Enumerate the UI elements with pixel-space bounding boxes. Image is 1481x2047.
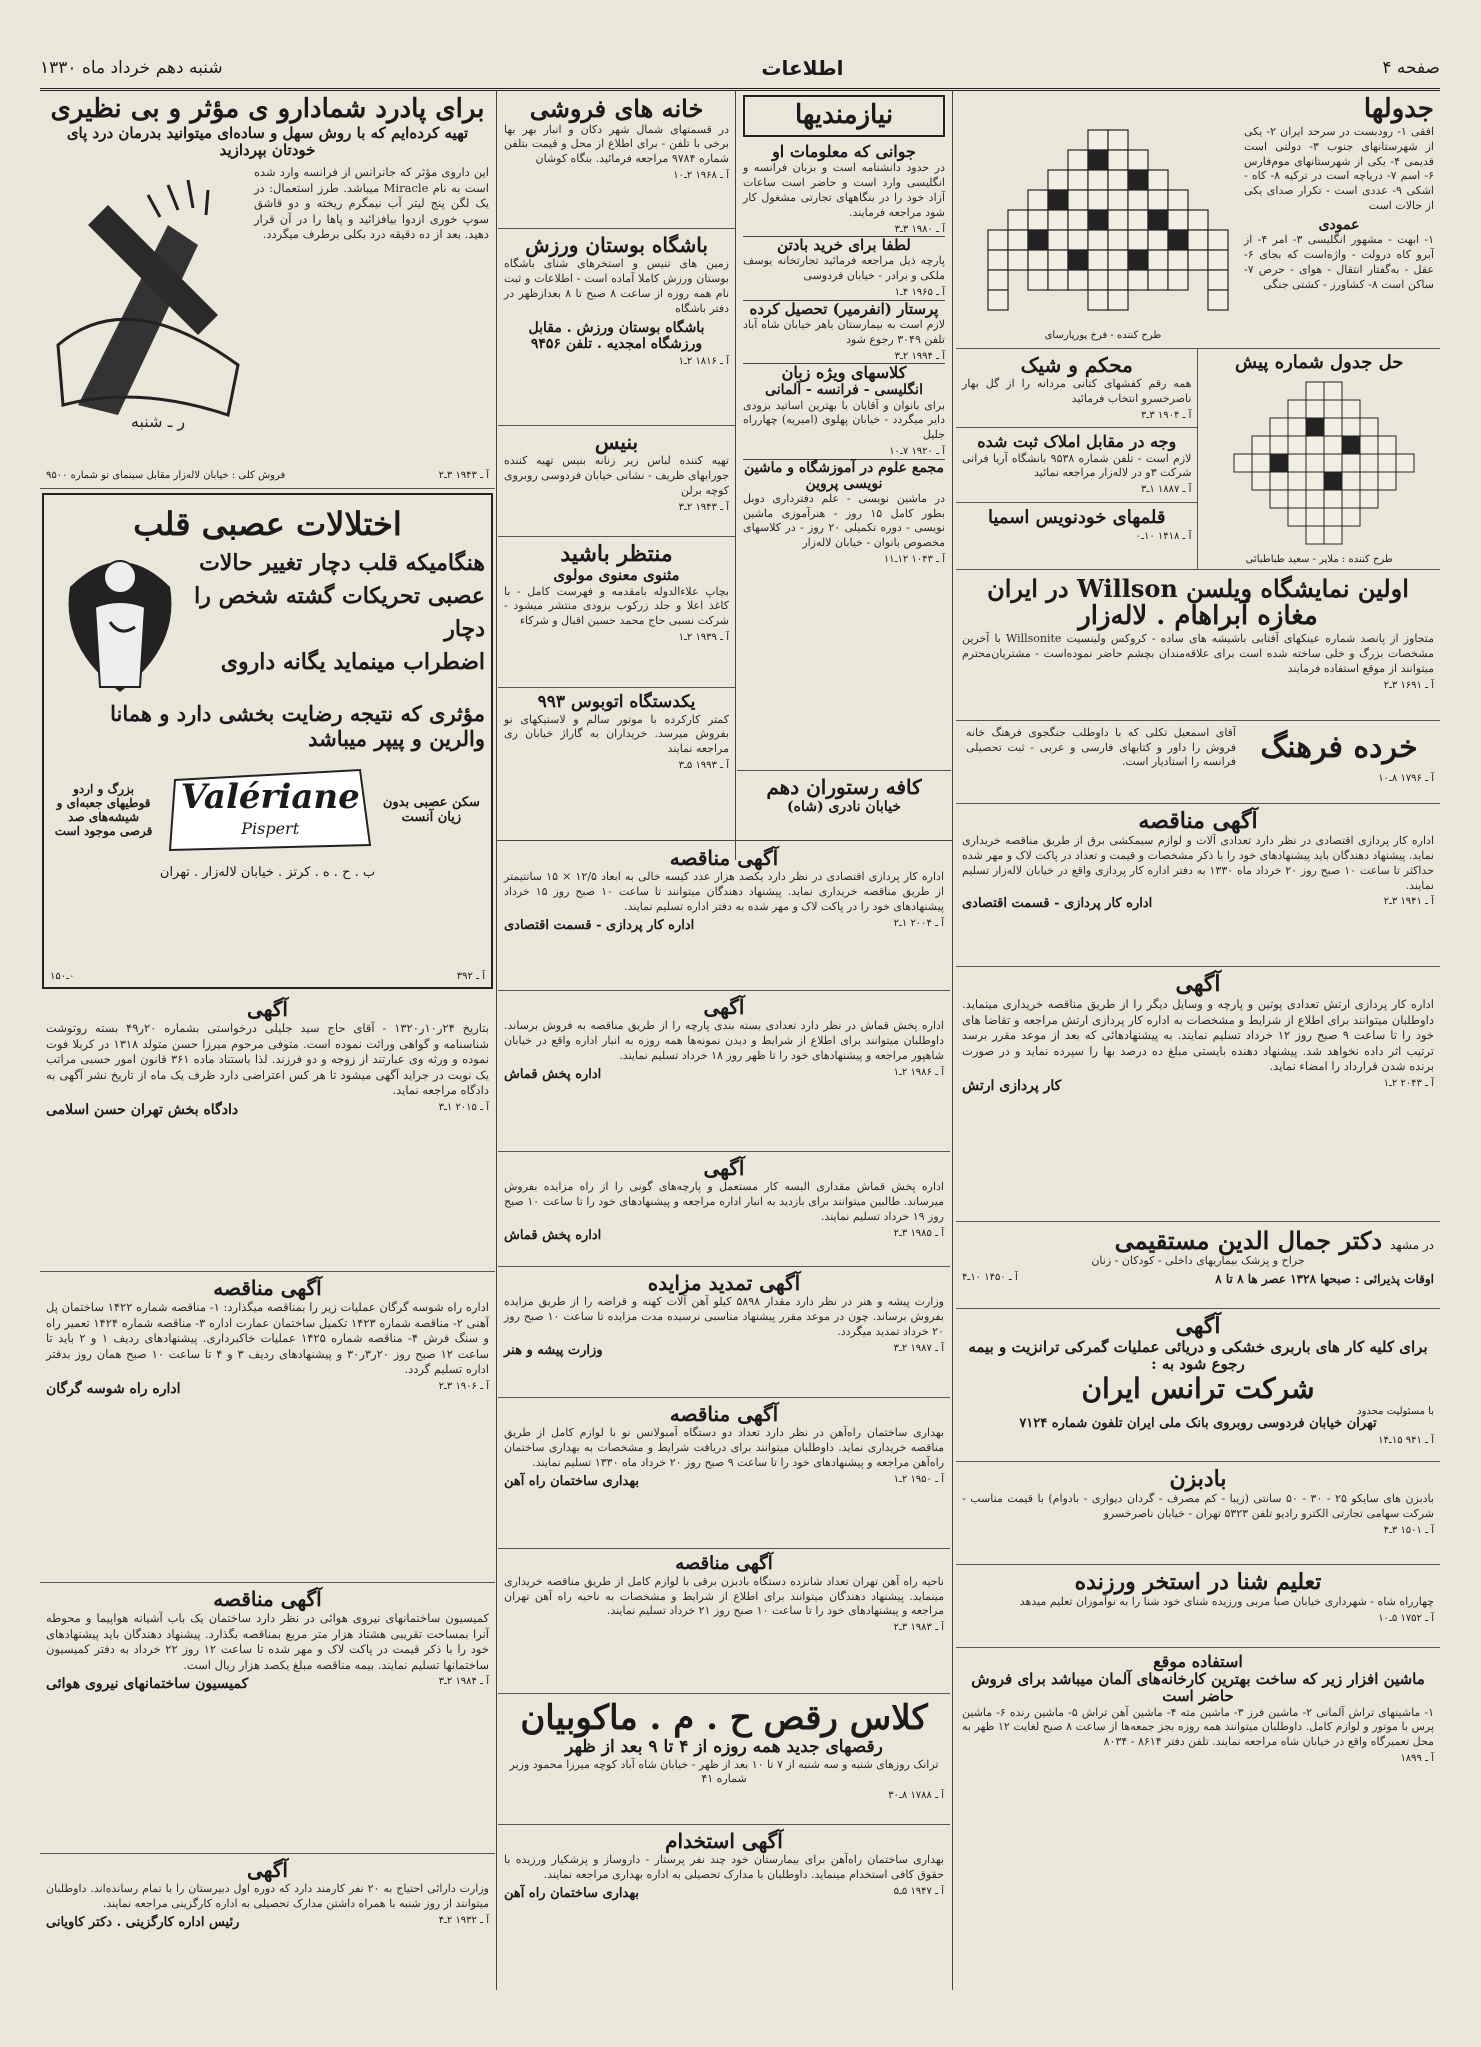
machine-body: ۱- ماشینهای تراش آلمانی ۲- ماشین فرز ۳- ماشین مته ۴- ماشین آهن تراش ۵- ماشین رنده ۶- ماشین پرس با موتور و لوازم کامل. داوطلبان میتوانند همه روزه بجز جمعه‌ها از ساعت ۸ صبح لغایت ۱۲ ظهر به محل تعمیرگاه واقع در خیابان شاه مراجعه نمایند. تلفن دفتر ۸۶۱۴ - ۸۰۳۴	[962, 1705, 1435, 1749]
pain-sub: تهیه کرده‌ایم که با روش سهل و ساده‌ای میتوانید بدرمان درد پای خودتان بپردازید	[66, 123, 469, 160]
estekhdam-sign: بهداری ساختمان راه آهن	[504, 1885, 639, 1901]
class-body: برای بانوان و آقایان با بهترین اساتید بزودی دایر میگردد - خیابان پهلوی (امیریه) چهارراه جلیل	[743, 398, 945, 442]
crossword-vertical-title: عمودی	[1318, 216, 1360, 233]
val-line-3: اضطراب مینماید یگانه داروی	[220, 648, 485, 675]
gorgan-code: آ ـ ۱۹۰۶ ۳ـ۲	[438, 1380, 489, 1392]
hasan-body: بتاریخ ۲۴ر۱۰ر۱۳۲۰ - آقای حاج سید جلیلی درخواستی بشماره ۲۰ر۴۹ بسته روتوشت شناسنامه و گواهی وراثت نموده است. متوفی مرحوم میرزا حسن متولد ۱۳۱۸ در کربلا فوت نموده و ورثه وی عبارتند از زوجه و دو فرزند. لذا باستناد ماده ۳۶۱ قانون امور حسبی مراتب یک نوبت در جراید آگهی میشود تا هر کس اعتراضی دارد ظرف یک ماه از تاریخ نشر آگهی به دادگاه مراجعه نماید.	[46, 1021, 490, 1098]
transit-sub: با مسئولیت محدود	[1357, 1405, 1434, 1417]
havaii-title: آگهی مناقصه	[213, 1587, 322, 1611]
swim-ad	[956, 1565, 1440, 1648]
transit-address: تهران خیابان فردوسی روبروی بانک ملی ایران تلفون شماره ۷۱۲۴	[1019, 1415, 1377, 1431]
estekhdam-title: آگهی استخدام	[665, 1829, 783, 1853]
foot-bath-illustration-icon	[48, 165, 248, 435]
molavi-sub: مثنوی معنوی مولوی	[553, 566, 680, 585]
pain-drawing-label: ر ـ شنبه	[130, 412, 186, 432]
qomash1-title: آگهی	[703, 995, 745, 1019]
bostan-body: زمین های تنیس و استخرهای شنای باشگاه بوستان ورزش کاملا آماده است - اطلاعات و ثبت نام همه روزه از ساعت ۸ صبح تا ۸ بعدازظهر در دفتر باشگاه	[504, 257, 730, 315]
badbezan-ad	[956, 1462, 1440, 1565]
right-column	[956, 90, 1440, 1990]
mon2-title: آگهی مناقصه	[669, 846, 779, 870]
bostan-address: باشگاه بوستان ورزش . مقابل ورزشگاه امجدیه . تلفن ۹۴۵۶	[528, 320, 705, 353]
gorgan-title: آگهی مناقصه	[213, 1276, 322, 1300]
issue-date: شنبه دهم خرداد ماه ۱۳۳۰	[40, 58, 223, 78]
transit-body: برای کلیه کار های باربری خشکی و دریائی عملیات گمرکی ترانزیت و بیمه رجوع شود به :	[968, 1337, 1428, 1374]
masthead	[40, 48, 1440, 91]
crossword-clues-horizontal: افقی ۱- رودبست در سرحد ایران ۲- یکی از شهرستانهای جنوب ۳- دولتی است قدیمی ۴- یکی از شهرستانهای موم‌فارس ۶- اسم ۷- دریاچه است در ترکیه ۸- کاه - اشکی ۹- عددی است - تکرار صدای یکی از حالات است	[1244, 124, 1435, 213]
kar-title: آگهی	[247, 1858, 288, 1882]
dance-ad	[498, 1694, 950, 1825]
ad-willson-body: متجاوز از پانصد شماره عینکهای آفتابی باشیشه های ساده - کروکس ولینسیت Willsonite با آخرین مشخصات بزرگ و خلی ساخته شده است برای علاقه‌مندان بچشم حاضر نموده‌است - مشتریان‌محترم میتوانند از موقع استفاده فرمایند	[962, 632, 1434, 675]
ad-mohkam-body: همه رقم کفشهای کتانی مردانه را از گل بهار ناصرخسرو انتخاب فرمائید	[962, 377, 1192, 405]
pain-code: آ ـ ۱۹۴۳ ۳ـ۲	[438, 469, 489, 481]
kar-code: آ ـ ۱۹۳۲ ۲ـ۴	[438, 1914, 489, 1926]
barq-body: ناحیه راه آهن تهران تعداد شانزده دستگاه بادبزن برقی با لوازم کامل از طریق مناقصه خریداری مینماید. پیشنهاد دهندگان میتوانند برای اطلاع از شرایط و مشخصات به ناحیه راه آهن تهران مراجعه و پیشنهادهای خود را تا ساعت ۱۰ صبح روز ۲۱ خرداد تسلیم نمایند.	[504, 1574, 944, 1618]
niazmand-title: نیازمندیها	[743, 95, 945, 137]
class-sub: انگلیسی - فرانسه - آلمانی	[765, 382, 923, 399]
majma-title: مجمع علوم در آموزشگاه و ماشین نویسی پروین	[744, 459, 944, 492]
niazmandiha-section	[737, 90, 951, 770]
solution-title: حل جدول شماره پیش	[1235, 352, 1404, 373]
ad-mohkam-code: آ ـ ۱۹۰۴ ۳ـ۳	[1141, 409, 1192, 421]
crossword-section	[956, 90, 1440, 349]
mon2-body: اداره کار پردازی اقتصادی در نظر دارد یکصد هزار عدد کیسه خالی به ابعاد ۱۲/۵ × ۱۵ سانتیمتر از طریق مناقصه خریداری نماید. پیشنهاد دهندگان میتوانند تا ساعت ۱۰ صبح روز ۱۵ خرداد پیشنهادهای خود را در پاکت لاک و مهر شده به دفتر اداره تسلیم نمایند.	[504, 870, 945, 913]
woman-heart-illustration-icon	[50, 547, 190, 697]
qomash1-body: اداره پخش قماش در نظر دارد تعدادی بسته بندی پارچه را از طریق مناقصه به فروش برساند. داوطلبان میتوانند برای اطلاع از شرایط و دیدن نمونه‌ها همه روزه به انبار اداره واقع در خیابان شاهپور مراجعه و پیشنهادهای خود را تا ظهر روز ۱۸ خرداد تسلیم نمایند.	[504, 1019, 944, 1062]
crossword-grid	[968, 125, 1238, 341]
qomash1-ad	[498, 991, 950, 1152]
small-ads-stack	[956, 349, 1197, 569]
left-column	[40, 90, 495, 1990]
solution-credit: طرح کننده : ملاپر - سعید طباطبائی	[1245, 553, 1393, 565]
niaz1-body: در حدود دانشنامه است و بزبان فرانسه و انگلیسی وارد است و حاضر است ساعات آزاد خود را در بنگاههای تجارتی مشغول کار شود مراجعه فرمایند.	[743, 161, 945, 219]
class-title: کلاسهای ویژه زبان	[781, 363, 907, 383]
bus-body: کمتر کارکرده با موتور سالم و لاستیکهای نو بفروش میرسد. خریداران به گاراژ خیابان ری مراجعه نمایند	[504, 712, 729, 756]
havaii-footer: کمیسیون ساختمانهای نیروی هوائی	[46, 1676, 249, 1693]
bostan-title: باشگاه بوستان ورزش	[525, 233, 708, 257]
qomash2-title: آگهی	[703, 1156, 745, 1180]
crossword-credit: طرح کننده - فرخ پورپارسای	[1044, 329, 1162, 341]
kar-ad	[40, 1854, 495, 1936]
ad-cash-code: آ ـ ۱۸۸۷ ۱ـ۳	[1141, 484, 1192, 496]
dance-sub: رقصهای جدید همه روزه از ۴ تا ۹ بعد از ظهر	[565, 1737, 883, 1758]
ad-cash-title: وجه در مقابل املاک ثبت شده	[977, 432, 1177, 452]
pain-ad	[40, 90, 495, 489]
qomash2-code: آ ـ ۱۹۸۵ ۳ـ۲	[893, 1227, 944, 1239]
bostan-code: آ ـ ۱۸۱۶ ۲ـ۱	[678, 355, 729, 367]
rah-code: آ ـ ۱۹۵۰ ۲ـ۱	[893, 1473, 944, 1485]
qomash2-sign: اداره پخش قماش	[504, 1227, 602, 1243]
gorgan-footer: اداره راه شوسه گرگان	[46, 1380, 181, 1397]
tamdid-code: آ ـ ۱۹۸۷ ۲ـ۳	[893, 1342, 944, 1354]
machine-ad	[956, 1648, 1440, 1771]
badbezan-code: آ ـ ۱۵۰۱ ۳ـ۴	[1383, 1524, 1434, 1536]
machine-sub: ماشین افزار زیر که ساخت بهترین کارخانه‌های آلمان میباشد برای فروش حاضر است	[971, 1670, 1425, 1706]
badbezan-body: بادبزن های سایکو ۲۵ - ۳۰ - ۵۰ سانتی (زیبا - کم مصرف - گردان دیواری - بادوام) با قیمت مناسب - شرکت سهامی تجارتی الکترو رادیو تلفن ۵۳۲۳ تهران - خیابان ناصرخسرو	[962, 1491, 1434, 1520]
tamdid-ad	[498, 1267, 950, 1398]
niaz3-body: لازم است به بیمارستان باهر خیابان شاه آباد تلفن ۳۰۴۹ رجوع شود	[743, 317, 945, 346]
estekhdam-ad	[498, 1825, 950, 1907]
estekhdam-code: آ ـ ۱۹۴۷ ۵ـ۵	[893, 1885, 944, 1897]
val-figure	[50, 547, 190, 697]
ad-pen	[956, 503, 1197, 549]
barq-title: آگهی مناقصه	[675, 1553, 773, 1574]
bus-ad	[498, 688, 735, 778]
ad-cash	[956, 428, 1197, 503]
ad-mohkam-title: محکم و شیک	[1020, 353, 1133, 377]
niaz2-code: آ ـ ۱۹۶۵ ۴ـ۱	[894, 287, 945, 299]
val-title: اختلالات عصبی قلب	[133, 505, 402, 543]
mon2-ad	[498, 842, 950, 991]
niaz3-code: آ ـ ۱۹۹۴ ۲ـ۳	[894, 350, 945, 362]
beness-title: بنیس	[594, 430, 639, 454]
center-right-column	[737, 90, 951, 860]
ad-willson-code: آ ـ ۱۶۹۱ ۳ـ۲	[1383, 679, 1434, 691]
ad-willson-title: اولین نمایشگاه ویلسن Willson در ایران	[987, 573, 1409, 603]
gorgan-ad	[40, 1272, 495, 1583]
dance-body: ترانک روزهای شنبه و سه شنبه از ۷ تا ۱۰ بعد از ظهر - خیابان شاه آباد کوچه میرزا محمود وزیر شماره ۴۱	[509, 1757, 939, 1786]
beness-code: آ ـ ۱۹۴۳ ۲ـ۳	[678, 501, 729, 513]
majma-body: در ماشین نویسی - علم دفترداری دوبل بطور کامل ۱۵ روز - هنرآموزی ماشین نویسی - دوره تکمیلی ۲۰ روز - در کلاسهای مخصوص بانوان - خیابان لاله‌زار	[743, 491, 945, 550]
ad-willson	[956, 570, 1440, 721]
monaqese-1-title: آگهی مناقصه	[1138, 807, 1258, 834]
khorde-body: آقای اسمعیل تکلی که با داوطلب جنگجوی فرهنگ خانه فروش را داور و کتابهای فارسی و عربی - ثبت تحصیلی فرانسه را استادیار است.	[966, 725, 1236, 769]
barq-code: آ ـ ۱۹۸۳ ۳ـ۲	[893, 1622, 944, 1634]
machine-code: آ ـ ۱۸۹۹	[1400, 1753, 1434, 1765]
val-brand: Valériane	[180, 776, 360, 817]
cafe-title: کافه رستوران دهم	[766, 775, 922, 799]
page-number: صفحه ۴	[1382, 58, 1440, 78]
doctor-code: آ ـ ۱۴۵۰ ۱۰ـ۴	[962, 1272, 1018, 1284]
crossword-grid-icon	[978, 125, 1238, 330]
agahi-artesh-title: آگهی	[1175, 970, 1221, 997]
doctor-city: در مشهد	[1390, 1237, 1434, 1252]
tamdid-title: آگهی تمدید مزایده	[647, 1271, 801, 1295]
beness-body: تهیه کننده لباس زیر زنانه بنیس تهیه کننده جورابهای ظریف - نشانی خیابان فردوسی روبروی کوچه برلن	[504, 454, 729, 497]
khorde-farhang	[956, 721, 1440, 804]
agahi-artesh-sign: کار پردازی ارتش	[962, 1077, 1062, 1094]
cafe-ad	[737, 770, 951, 820]
swim-code: آ ـ ۱۷۵۲ ۵ـ۱۰	[1378, 1612, 1434, 1624]
mon2-sign: اداره کار پردازی - قسمت اقتصادی	[504, 917, 695, 933]
agahi-artesh	[956, 967, 1440, 1222]
doctor-title: دکتر جمال الدین مستقیمی	[1114, 1225, 1383, 1255]
qomash2-ad	[498, 1152, 950, 1267]
estekhdam-body: بهداری ساختمان راه‌آهن برای بیمارستان خود چند نفر پرستار - داروساز و پزشکیار ورزیده با حقوق کافی استخدام مینماید. داوطلبان با مدارک تحصیلی به اداره بهداری مراجعه نمایند.	[504, 1853, 944, 1881]
rah-title: آگهی مناقصه	[669, 1402, 779, 1426]
wide-center-column	[498, 842, 950, 1990]
rah-ad	[498, 1398, 950, 1549]
swim-body: چهارراه شاه - شهرداری خیابان صبا مربی ورزیده شنای خود شنا را به نوآموزان تعلیم میدهد	[1019, 1594, 1434, 1608]
crossword-title: جدولها	[1363, 94, 1434, 124]
val-brand-box	[165, 765, 370, 855]
solution-grid-icon	[1216, 374, 1436, 554]
hasan-title: آگهی	[247, 997, 288, 1021]
transit-company: شرکت ترانس ایران	[1081, 1372, 1315, 1406]
niaz2-title: لطفا برای خرید بادتن	[777, 236, 911, 255]
val-line-1: هنگامیکه قلب دچار تغییر حالات	[199, 549, 485, 576]
doctor-hours: اوقات پذیرائی : صبحها ۱۳۲۸ عصر ها ۸ تا ۸	[1215, 1272, 1434, 1287]
khorde-title: خرده فرهنگ	[1260, 729, 1418, 765]
valeriane-ad	[42, 493, 493, 989]
niaz3-title: پرستار (انفرمیر) تحصیل کرده	[749, 299, 939, 318]
ad-pen-title: قلمهای خودنویس اسمیا	[987, 506, 1166, 528]
ad-willson-sub: مغازه آبراهام . لاله‌زار	[1078, 601, 1318, 632]
class-code: آ ـ ۱۹۲۰ ۷ـ۱۰	[889, 446, 945, 458]
kar-footer: رئیس اداره کارگزینی . دکتر کاویانی	[46, 1914, 240, 1930]
bostan-ad	[498, 229, 735, 426]
qomash1-sign: اداره پخش قماش	[504, 1066, 602, 1082]
tamdid-body: وزارت پیشه و هنر در نظر دارد مقدار ۵۸۹۸ کیلو آهن آلات کهنه و قراضه را از طریق مزایده بفروش برساند. چون در موعد مقرر پیشنهاد مناسبی نرسیده مدت مزایده تا ساعت ۱۰ صبح روز ۲۰ خرداد تمدید میگردد.	[504, 1295, 944, 1338]
val-code: آ ـ ۳۹۲	[456, 970, 485, 982]
pain-body: این داروی مؤثر که جانرانس از فرانسه وارد شده است به نام Miracle میباشد. طرز استعمال: در یک لگن پنج لیتر آب نیمگرم ریخته و دو قاشق سوپ خوری ازدوا بیافزائید و پاها را در آن قرار دهید. بعد از ده دقیقه درد بکلی برطرف میگردد.	[254, 165, 489, 242]
cafe-sub: خیابان نادری (شاه)	[786, 799, 902, 815]
qomash1-code: آ ـ ۱۹۸۶ ۲ـ۱	[893, 1066, 944, 1078]
khorde-code: آ ـ ۱۷۹۶ ۸ـ۱۰	[1378, 773, 1434, 785]
val-agent: ب . ح . ه . کرتز . خیابان لاله‌زار . تهران	[159, 864, 376, 880]
pain-footer: فروش کلی : خیابان لاله‌زار مقابل سینمای نو شماره ۹۵۰۰	[46, 469, 286, 481]
val-line-2: عصبی تحریکات گشته شخص را دچار	[194, 582, 485, 642]
monaqese-1	[956, 804, 1440, 967]
kar-body: وزارت دارائی احتیاج به ۲۰ نفر کارمند دارد که دوره اول دبیرستان را با تمام رسانده‌اند. داوطلبان میتوانند از روز شنبه با همراه داشتن مدارک تحصیلی به اداره کارگزینی مراجعه نمایند.	[46, 1882, 489, 1910]
bus-code: آ ـ ۱۹۹۳ ۵ـ۳	[678, 760, 729, 772]
dance-title: کلاس رقص ح . م . ماکوبیان	[520, 1698, 928, 1738]
transit-code: آ ـ ۹۴۱ ۱۵ـ۱۴	[1378, 1434, 1434, 1446]
pain-drawing	[48, 165, 248, 435]
house-ad	[498, 90, 735, 229]
mon2-code: آ ـ ۲۰۰۴ ۱ـ۲	[893, 917, 944, 929]
val-side-right: سکن عصبی بدون زیان آنست	[382, 794, 480, 825]
monaqese-1-sign: اداره کار پردازی - قسمت اقتصادی	[962, 896, 1153, 912]
hasan-ad	[40, 993, 495, 1272]
monaqese-1-body: اداره کار پردازی اقتصادی در نظر دارد تعدادی آلات و لوازم سیمکشی برق از طریق مناقصه خریداری نماید. پیشنهاد دهندگان باید پیشنهادهای خود را با ذکر مشخصات و قیمت و تعداد در پاکت لاک و مهر شده حداکثر تا ساعت ۱۰ صبح روز ۲۰ خرداد ماه ۱۳۳۰ به دفتر اداره کار پردازی واقع در خیابان لاله‌زار تسلیم نمایند.	[962, 833, 1435, 892]
havaii-code: آ ـ ۱۹۸۴ ۲ـ۳	[438, 1676, 489, 1688]
beness-ad	[498, 426, 735, 537]
center-left-column	[498, 90, 735, 840]
agahi-artesh-body: اداره کار پردازی ارتش تعدادی پوتین و پارچه و وسایل دیگر را از طریق مناقصه خریداری مینماید. داوطلبان میتوانند برای اطلاع از شرایط و مشخصات به اداره کار پردازی ارتش مراجعه و تقاضا های خود را تا ساعت ۹ صبح روز ۱۲ خرداد تسلیم نمایند. به پیشنهادهائی که بعد از موعد مقرر برسد ترتیب اثر داده نخواهد شد. پیشنهاد دهنده بایستی مبلغ ده درصد بها را سپرده نماید و در صورت برنده شدن قرارداد را امضاء نماید.	[962, 996, 1434, 1074]
havaii-ad	[40, 1583, 495, 1854]
pain-title: برای پادرد شمادارو ی مؤثر و بی نظیری	[50, 94, 485, 124]
majma-code: آ ـ ۱۰۴۳ ۱۲ـ۱۱	[883, 554, 945, 566]
badbezan-title: بادبزن	[1169, 1465, 1227, 1492]
molavi-title: منتظر باشید	[560, 541, 673, 567]
niaz2-body: پارچه ذیل مراجعه فرمائید تجارتخانه یوسف ملکی و برادر - خیابان فردوسی	[743, 254, 945, 283]
transit-title: آگهی	[1175, 1312, 1221, 1339]
niaz1-code: آ ـ ۱۹۸۰ ۳ـ۳	[894, 223, 945, 235]
val-side-left: بزرگ و اردو قوطیهای جعبه‌ای و شیشه‌های صد قرصی موجود است	[54, 781, 153, 838]
ad-cash-body: لازم است - تلفن شماره ۹۵۳۸ بانشگاه آریا فرانی شرکت ۳و در لاله‌زار مراجعه نمائید	[962, 451, 1192, 480]
bus-title: یکدستگاه اتوبوس ۹۹۳	[537, 692, 696, 712]
qomash2-body: اداره پخش قماش مقداری البسه کار مستعمل و پارچه‌های گونی را از راه مزایده بفروش میرساند. طالبین میتوانند برای بازدید به انبار اداره مراجعه و پیشنهادهای خود را تا ساعت ۱۰ صبح روز ۱۹ خرداد تسلیم نمایند.	[504, 1180, 944, 1223]
rah-sign: بهداری ساختمان راه آهن	[504, 1473, 639, 1489]
swim-title: تعلیم شنا در استخر ورزنده	[1074, 1568, 1322, 1595]
transit-ad	[956, 1309, 1440, 1462]
molavi-ad	[498, 537, 735, 688]
hasan-footer: دادگاه بخش تهران حسن اسلامی	[46, 1101, 239, 1118]
val-code-2: ۰ـ۱۵۰	[50, 970, 75, 982]
house-title: خانه های فروشی	[529, 94, 704, 123]
dance-code: آ ـ ۱۷۸۸ ۸ـ۳۰	[888, 1790, 944, 1802]
machine-title: استفاده موقع	[1153, 1651, 1243, 1671]
crossword-clues-vertical: ۱- ابهت - مشهور انگلیسی ۳- امر ۴- از آبرو کاه درولت - واژه‌است که بجای ۶- عقل - به‌گفتار انتقال - هوای - حرص ۷- ساکن است ۸- کشاورز - کشتی جنگی	[1244, 233, 1434, 291]
ad-pen-code: آ ـ ۱۴۱۸ ۱۰ـ۰	[1135, 531, 1192, 543]
agahi-artesh-code: آ ـ ۲۰۴۳ ۲ـ۱	[1383, 1077, 1434, 1089]
solution-and-ads-row	[956, 349, 1440, 570]
doctor-body: جراح و پزشک بیماریهای داخلی - کودکان - زنان	[1091, 1254, 1305, 1268]
doctor-ad	[956, 1222, 1440, 1309]
havaii-body: کمیسیون ساختمانهای نیروی هوائی در نظر دارد ساختمان یک باب آشیانه هواپیما و محوطه آنرا بمساحت تقریبی هشتاد هزار متر مربع بمناقصه بگذارد. پیشنهاد دهندگان باید پیشنهادهای خود را با ذکر قیمت در پاکت لاک و مهر شده تا ساعت ۱۲ روز ۲۲ خرداد به دفتر کمیسیون ساختمانها تسلیم نمایند. بیمه مناقصه مبلغ یکصد هزار ریال است.	[46, 1611, 489, 1672]
niaz1-title: جوانی که معلومات او	[772, 141, 916, 161]
rah-body: بهداری ساختمان راه‌آهن در نظر دارد تعداد دو دستگاه آمبولانس نو با لوازم کامل از طریق مناقصه خریداری نماید. داوطلبان میتوانند برای دریافت شرایط و مشخصات به بهداری ساختمان راه‌آهن مراجعه و پیشنهادهای خود را تا ساعت ۹ صبح روز ۲۰ خرداد ماه ۱۳۳۰ تسلیم نمایند.	[504, 1426, 944, 1469]
gorgan-body: اداره راه شوسه گرگان عملیات زیر را بمناقصه میگذارد: ۱- مناقصه شماره ۱۴۲۲ ساختمان پل آهنی ۲- مناقصه شماره ۱۴۲۳ تکمیل ساختمان عمارت اداره ۳- مناقصه شماره ۱۴۲۴ تعمیر راه و سنگ فرش ۴- مناقصه شماره ۱۴۲۵ عملیات خاکبرداری. پیشنهادهای ردیف ۱ و ۲ باید تا ساعت ۱۲ صبح روز ۲۰ر۳ر۳۰ و پیشنهادهای ردیف ۳ و ۴ تا ساعت ۱۰ صبح همان روز بدفتر اداره تسلیم گردد.	[46, 1300, 490, 1377]
molavi-body: بچاپ علاءالدوله بامقدمه و فهرست کامل - با کاغذ اعلا و جلد زرکوب بزودی منتشر میشود - شرکت نسبی حاج محمد حسین اقبال و شرکاء	[504, 584, 729, 628]
val-brand-2: Pispert	[241, 818, 300, 838]
barq-ad	[498, 1549, 950, 1694]
paper-name: اطلاعات	[761, 56, 844, 80]
hasan-code: آ ـ ۲۰۱۵ ۱ـ۳	[438, 1101, 489, 1113]
tamdid-sign: وزارت پیشه و هنر	[504, 1342, 603, 1358]
monaqese-1-code: آ ـ ۱۹۴۱ ۳ـ۲	[1383, 896, 1434, 908]
val-line-4: مؤثری که نتیجه رضایت بخشی دارد و همانا والرین و پیپر میباشد	[110, 700, 485, 751]
molavi-code: آ ـ ۱۹۳۹ ۲ـ۱	[678, 632, 729, 644]
house-body: در قسمتهای شمال شهر دکان و انبار بهر بها برخی با تلفن - برای اطلاع از محل و قیمت بتلفن شماره ۹۷۸۴ مراجعه فرمائید. بنگاه کوشان	[504, 122, 729, 166]
house-code: آ ـ ۱۹۶۸ ۲ـ۱۰	[673, 170, 729, 182]
ad-mohkam	[956, 349, 1197, 428]
solution-section	[1197, 349, 1440, 569]
